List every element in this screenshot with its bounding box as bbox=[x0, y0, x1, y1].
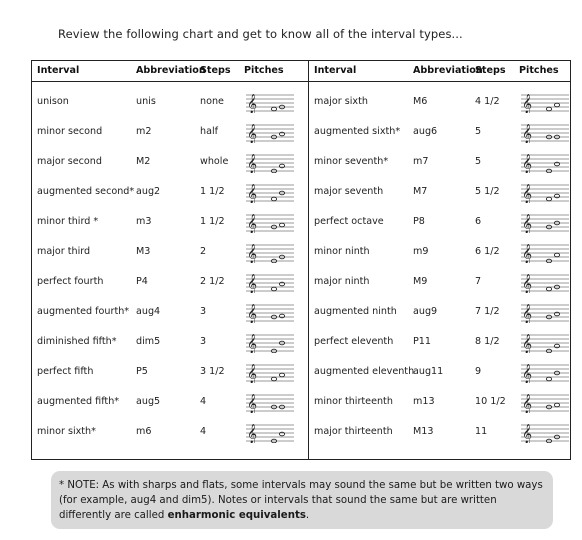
interval-steps: 4 bbox=[200, 396, 207, 407]
header-divider bbox=[32, 81, 570, 82]
interval-steps: 2 bbox=[200, 246, 207, 257]
interval-name: minor ninth bbox=[314, 246, 370, 257]
interval-name: major sixth bbox=[314, 96, 368, 107]
svg-text:𝄞: 𝄞 bbox=[522, 304, 533, 323]
interval-name: minor sixth* bbox=[37, 426, 96, 437]
interval-steps: 1 1/2 bbox=[200, 216, 225, 227]
header-interval-left: Interval bbox=[37, 65, 80, 76]
interval-name: unison bbox=[37, 96, 69, 107]
treble-clef-staff-icon bbox=[244, 121, 296, 143]
interval-abbreviation: aug2 bbox=[136, 186, 161, 197]
interval-abbreviation: M13 bbox=[413, 426, 434, 437]
svg-text:𝄞: 𝄞 bbox=[247, 214, 258, 233]
interval-name: augmented second* bbox=[37, 186, 135, 197]
enharmonic-note bbox=[51, 471, 553, 529]
interval-name: diminished fifth* bbox=[37, 336, 117, 347]
header-abbreviation-left: Abbreviation bbox=[136, 65, 206, 76]
note-bold-term: enharmonic equivalents bbox=[167, 510, 306, 521]
interval-steps: 5 bbox=[475, 156, 482, 167]
interval-name: major second bbox=[37, 156, 102, 167]
svg-text:𝄞: 𝄞 bbox=[522, 244, 533, 263]
interval-abbreviation: m13 bbox=[413, 396, 435, 407]
interval-steps: 6 1/2 bbox=[475, 246, 500, 257]
treble-clef-staff-icon bbox=[519, 331, 571, 353]
interval-steps: 2 1/2 bbox=[200, 276, 225, 287]
interval-steps: 7 1/2 bbox=[475, 306, 500, 317]
header-steps-left: Steps bbox=[200, 65, 231, 76]
svg-text:𝄞: 𝄞 bbox=[522, 334, 533, 353]
interval-abbreviation: m2 bbox=[136, 126, 152, 137]
treble-clef-staff-icon bbox=[244, 151, 296, 173]
svg-text:𝄞: 𝄞 bbox=[522, 394, 533, 413]
interval-abbreviation: M3 bbox=[136, 246, 151, 257]
header-steps-right: Steps bbox=[475, 65, 506, 76]
treble-clef-staff-icon bbox=[244, 391, 296, 413]
interval-abbreviation: dim5 bbox=[136, 336, 161, 347]
interval-abbreviation: P8 bbox=[413, 216, 425, 227]
treble-clef-staff-icon bbox=[519, 151, 571, 173]
interval-abbreviation: m7 bbox=[413, 156, 429, 167]
treble-clef-staff-icon bbox=[244, 421, 296, 443]
interval-abbreviation: m3 bbox=[136, 216, 152, 227]
svg-text:𝄞: 𝄞 bbox=[522, 184, 533, 203]
interval-abbreviation: aug5 bbox=[136, 396, 161, 407]
interval-abbreviation: M9 bbox=[413, 276, 428, 287]
interval-steps: 3 1/2 bbox=[200, 366, 225, 377]
svg-text:𝄞: 𝄞 bbox=[247, 394, 258, 413]
svg-text:𝄞: 𝄞 bbox=[247, 124, 258, 143]
intro-text: Review the following chart and get to know all of the interval types... bbox=[58, 27, 463, 41]
header-pitches-left: Pitches bbox=[244, 65, 284, 76]
treble-clef-staff-icon bbox=[519, 241, 571, 263]
interval-name: major seventh bbox=[314, 186, 384, 197]
interval-name: minor third * bbox=[37, 216, 99, 227]
svg-text:𝄞: 𝄞 bbox=[522, 274, 533, 293]
interval-name: major thirteenth bbox=[314, 426, 393, 437]
interval-abbreviation: m6 bbox=[136, 426, 152, 437]
interval-steps: half bbox=[200, 126, 219, 137]
interval-name: perfect fifth bbox=[37, 366, 94, 377]
svg-text:𝄞: 𝄞 bbox=[247, 304, 258, 323]
header-pitches-right: Pitches bbox=[519, 65, 559, 76]
treble-clef-staff-icon bbox=[519, 121, 571, 143]
svg-text:𝄞: 𝄞 bbox=[522, 154, 533, 173]
interval-steps: 8 1/2 bbox=[475, 336, 500, 347]
svg-text:𝄞: 𝄞 bbox=[522, 424, 533, 443]
interval-abbreviation: aug9 bbox=[413, 306, 438, 317]
interval-steps: 9 bbox=[475, 366, 482, 377]
interval-abbreviation: P4 bbox=[136, 276, 148, 287]
interval-steps: 3 bbox=[200, 336, 207, 347]
svg-text:𝄞: 𝄞 bbox=[247, 94, 258, 113]
interval-chart bbox=[31, 60, 571, 460]
svg-text:𝄞: 𝄞 bbox=[247, 424, 258, 443]
interval-steps: 1 1/2 bbox=[200, 186, 225, 197]
treble-clef-staff-icon bbox=[244, 271, 296, 293]
note-end: . bbox=[305, 510, 310, 521]
treble-clef-staff-icon bbox=[519, 361, 571, 383]
interval-abbreviation: M7 bbox=[413, 186, 428, 197]
treble-clef-staff-icon bbox=[244, 331, 296, 353]
interval-steps: whole bbox=[200, 156, 229, 167]
interval-abbreviation: P11 bbox=[413, 336, 431, 347]
interval-steps: 11 bbox=[475, 426, 488, 437]
interval-name: augmented fourth* bbox=[37, 306, 130, 317]
treble-clef-staff-icon bbox=[519, 391, 571, 413]
svg-text:𝄞: 𝄞 bbox=[522, 364, 533, 383]
interval-abbreviation: aug6 bbox=[413, 126, 438, 137]
interval-steps: 6 bbox=[475, 216, 482, 227]
interval-steps: 4 1/2 bbox=[475, 96, 500, 107]
treble-clef-staff-icon bbox=[244, 211, 296, 233]
treble-clef-staff-icon bbox=[244, 361, 296, 383]
interval-steps: 4 bbox=[200, 426, 207, 437]
interval-abbreviation: unis bbox=[136, 96, 156, 107]
interval-abbreviation: aug4 bbox=[136, 306, 161, 317]
svg-text:𝄞: 𝄞 bbox=[247, 364, 258, 383]
interval-steps: 5 1/2 bbox=[475, 186, 500, 197]
interval-name: perfect fourth bbox=[37, 276, 104, 287]
interval-name: major third bbox=[37, 246, 91, 257]
treble-clef-staff-icon bbox=[244, 91, 296, 113]
header-abbreviation-right: Abbreviation bbox=[413, 65, 483, 76]
svg-text:𝄞: 𝄞 bbox=[247, 154, 258, 173]
interval-abbreviation: M2 bbox=[136, 156, 151, 167]
interval-steps: none bbox=[200, 96, 224, 107]
svg-text:𝄞: 𝄞 bbox=[247, 334, 258, 353]
treble-clef-staff-icon bbox=[519, 211, 571, 233]
interval-name: perfect octave bbox=[314, 216, 384, 227]
interval-steps: 7 bbox=[475, 276, 482, 287]
column-divider bbox=[308, 61, 309, 459]
interval-name: perfect eleventh bbox=[314, 336, 394, 347]
treble-clef-staff-icon bbox=[244, 301, 296, 323]
interval-name: augmented sixth* bbox=[314, 126, 401, 137]
treble-clef-staff-icon bbox=[244, 181, 296, 203]
interval-name: augmented ninth bbox=[314, 306, 397, 317]
header-interval-right: Interval bbox=[314, 65, 357, 76]
svg-text:𝄞: 𝄞 bbox=[247, 274, 258, 293]
svg-text:𝄞: 𝄞 bbox=[247, 184, 258, 203]
treble-clef-staff-icon bbox=[519, 301, 571, 323]
treble-clef-staff-icon bbox=[519, 271, 571, 293]
interval-name: minor seventh* bbox=[314, 156, 389, 167]
svg-text:𝄞: 𝄞 bbox=[522, 124, 533, 143]
interval-steps: 10 1/2 bbox=[475, 396, 506, 407]
treble-clef-staff-icon bbox=[519, 181, 571, 203]
svg-text:𝄞: 𝄞 bbox=[522, 94, 533, 113]
interval-abbreviation: m9 bbox=[413, 246, 429, 257]
interval-name: minor thirteenth bbox=[314, 396, 393, 407]
treble-clef-staff-icon bbox=[519, 91, 571, 113]
interval-abbreviation: M6 bbox=[413, 96, 428, 107]
interval-steps: 5 bbox=[475, 126, 482, 137]
interval-name: minor second bbox=[37, 126, 103, 137]
interval-name: augmented eleventh bbox=[314, 366, 415, 377]
svg-text:𝄞: 𝄞 bbox=[247, 244, 258, 263]
treble-clef-staff-icon bbox=[244, 241, 296, 263]
interval-abbreviation: aug11 bbox=[413, 366, 444, 377]
svg-text:𝄞: 𝄞 bbox=[522, 214, 533, 233]
interval-steps: 3 bbox=[200, 306, 207, 317]
interval-name: major ninth bbox=[314, 276, 370, 287]
treble-clef-staff-icon bbox=[519, 421, 571, 443]
note-text: * NOTE: As with sharps and flats, some intervals may sound the same but be written two ways (for example, aug4 and dim5). Notes or intervals that sound the same but are written differently are called bbox=[59, 480, 543, 521]
interval-abbreviation: P5 bbox=[136, 366, 148, 377]
interval-name: augmented fifth* bbox=[37, 396, 120, 407]
